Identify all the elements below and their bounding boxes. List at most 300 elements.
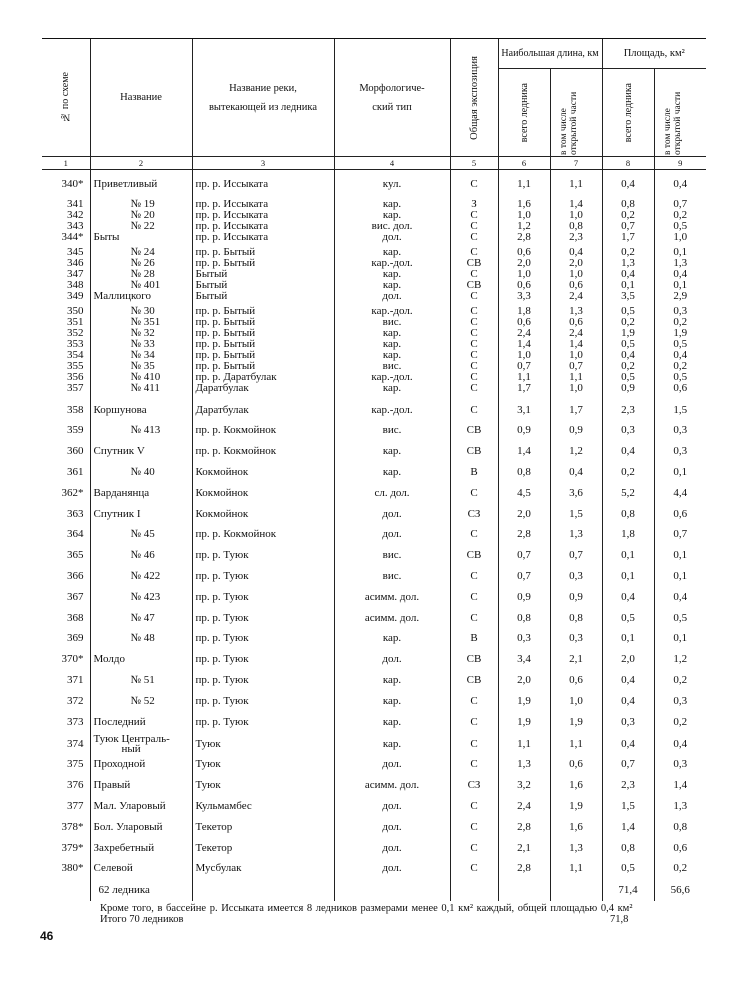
exposure: С [450,306,498,317]
exposure: С [450,796,498,817]
area-open: 0,7 [654,525,706,546]
area-open: 0,6 [654,838,706,859]
length-total: 1,2 [498,221,550,232]
area-total: 0,1 [602,545,654,566]
glacier-number: 343 [67,220,84,232]
glacier-number: 359 [67,424,84,437]
length-open: 1,1 [550,733,602,755]
area-total: 2,0 [602,649,654,670]
river-name: Туюк [192,775,334,796]
table-row [42,361,706,372]
length-open: 1,7 [550,400,602,421]
glacier-name: № 40 [90,462,192,483]
area-open: 0,3 [654,441,706,462]
exposure: С [450,755,498,776]
length-total: 0,3 [498,629,550,650]
glacier-number: 344* [61,231,84,243]
river-name: Текетор [192,838,334,859]
exposure: СВ [450,670,498,691]
length-open: 0,3 [550,629,602,650]
area-total: 0,2 [602,462,654,483]
glacier-number: 361 [67,466,84,479]
river-name: пр. р. Туюк [192,545,334,566]
table-row [42,210,706,221]
length-open: 1,6 [550,775,602,796]
glacier-name: № 351 [90,317,192,328]
length-open: 1,6 [550,817,602,838]
exposure: С [450,317,498,328]
morph-type: кар. [334,269,450,280]
footnote: Кроме того, в бассейне р. Иссыката имеется 8 ледников размерами менее 0,1 км² каждый, общей площадью 0,4 км² [100,903,633,914]
table-row [42,306,706,317]
table-row [42,649,706,670]
table-row [42,608,706,629]
area-open: 0,8 [654,817,706,838]
river-name: Туюк [192,733,334,755]
river-name: Кульмамбес [192,796,334,817]
river-name: пр. р. Туюк [192,691,334,712]
area-open: 4,4 [654,483,706,504]
length-open: 0,8 [550,221,602,232]
header-col-area-open: в том числе открытой части [654,69,706,157]
glacier-name: Маллицкого [90,291,192,302]
length-total: 0,7 [498,361,550,372]
area-open: 0,5 [654,339,706,350]
river-name: пр. р. Иссыката [192,210,334,221]
length-open: 0,6 [550,317,602,328]
header-col-type: Морфологиче- ский тип [334,39,450,157]
grand-total-row [100,914,710,926]
glacier-name: № 20 [90,210,192,221]
length-open: 1,4 [550,199,602,210]
morph-type: кар. [334,280,450,291]
length-open: 0,9 [550,421,602,442]
glacier-name: Последний [90,712,192,733]
glacier-name: № 413 [90,421,192,442]
glacier-name: № 52 [90,691,192,712]
length-total: 3,2 [498,775,550,796]
length-open: 2,4 [550,291,602,302]
length-total: 3,1 [498,400,550,421]
length-total: 1,0 [498,350,550,361]
length-total: 1,1 [498,733,550,755]
area-total: 1,4 [602,817,654,838]
totals-area: 71,4 [602,879,654,901]
river-name: пр. р. Иссыката [192,221,334,232]
glacier-name: № 19 [90,199,192,210]
area-total: 0,4 [602,174,654,195]
table-row [42,796,706,817]
area-open: 1,4 [654,775,706,796]
river-name: Кокмойнок [192,504,334,525]
exposure: С [450,400,498,421]
area-total: 0,5 [602,306,654,317]
length-open: 1,2 [550,441,602,462]
glacier-number: 354 [67,349,84,361]
exposure: С [450,174,498,195]
morph-type: кар. [334,210,450,221]
table-row [42,525,706,546]
table-row [42,280,706,291]
length-open: 0,7 [550,361,602,372]
glacier-number: 380* [61,862,84,875]
glacier-name: Селевой [90,859,192,880]
length-total: 0,7 [498,545,550,566]
table-row [42,733,706,755]
exposure: СВ [450,258,498,269]
area-open: 0,3 [654,755,706,776]
area-open: 1,2 [654,649,706,670]
glacier-number: 368 [67,611,84,624]
morph-type: вис. [334,566,450,587]
morph-type: дол. [334,504,450,525]
morph-type: кар. [334,733,450,755]
table-row [42,199,706,210]
length-open: 2,4 [550,328,602,339]
glacier-number: 379* [61,841,84,854]
area-total: 0,9 [602,383,654,394]
glacier-name: Правый [90,775,192,796]
morph-type: вис. [334,421,450,442]
area-open: 0,1 [654,566,706,587]
length-open: 0,6 [550,755,602,776]
area-open: 0,3 [654,421,706,442]
header-group-length: Наибольшая длина, км [498,39,602,69]
exposure: С [450,383,498,394]
exposure: С [450,339,498,350]
morph-type: кар. [334,462,450,483]
glacier-name: Быты [90,232,192,243]
exposure: В [450,462,498,483]
length-total: 1,1 [498,174,550,195]
length-total: 1,9 [498,691,550,712]
glacier-name: № 35 [90,361,192,372]
river-name: пр. р. Туюк [192,670,334,691]
exposure: С [450,608,498,629]
header-col-length-total: всего ледника [498,69,550,157]
area-open: 0,5 [654,608,706,629]
table-row [42,483,706,504]
morph-type: дол. [334,796,450,817]
area-total: 0,5 [602,608,654,629]
exposure: СВ [450,545,498,566]
glacier-number: 376 [67,779,84,792]
morph-type: вис. [334,545,450,566]
glacier-number: 364 [67,528,84,541]
length-open: 1,0 [550,210,602,221]
river-name: пр. р. Бытый [192,339,334,350]
morph-type: дол. [334,838,450,859]
length-open: 0,4 [550,462,602,483]
glacier-name: Спутник V [90,441,192,462]
glacier-name: Спутник I [90,504,192,525]
glacier-number: 346 [67,257,84,269]
area-open: 0,6 [654,504,706,525]
morph-type: асимм. дол. [334,775,450,796]
exposure: С [450,350,498,361]
length-total: 3,4 [498,649,550,670]
exposure: С [450,733,498,755]
glacier-number: 369 [67,632,84,645]
area-open: 0,2 [654,712,706,733]
table-row [42,383,706,394]
exposure: С [450,587,498,608]
area-total: 2,3 [602,400,654,421]
morph-type: кар. [334,670,450,691]
area-total: 0,4 [602,670,654,691]
area-open: 1,5 [654,400,706,421]
exposure: С [450,859,498,880]
glacier-number: 370* [61,653,84,666]
morph-type: дол. [334,859,450,880]
area-open: 0,3 [654,306,706,317]
length-total: 0,6 [498,317,550,328]
exposure: СВ [450,421,498,442]
morph-type: кар.-дол. [334,372,450,383]
length-total: 2,4 [498,328,550,339]
length-open: 1,9 [550,796,602,817]
length-total: 0,6 [498,280,550,291]
area-open: 1,0 [654,232,706,243]
river-name: пр. р. Туюк [192,587,334,608]
river-name: пр. р. Бытый [192,258,334,269]
area-open: 0,6 [654,383,706,394]
exposure: С [450,232,498,243]
river-name: Кокмойнок [192,483,334,504]
exposure: С [450,691,498,712]
length-total: 1,8 [498,306,550,317]
length-open: 1,3 [550,838,602,859]
grand-total-area: 71,8 [610,914,629,925]
table-row [42,174,706,195]
morph-type: дол. [334,525,450,546]
area-total: 0,7 [602,755,654,776]
header-col-length-open: в том числе открытой части [550,69,602,157]
river-name: Кокмойнок [192,462,334,483]
length-total: 0,7 [498,566,550,587]
glacier-name: № 48 [90,629,192,650]
area-open: 2,9 [654,291,706,302]
exposure: С [450,838,498,859]
glacier-number: 366 [67,570,84,583]
length-total: 1,1 [498,372,550,383]
river-name: Бытый [192,291,334,302]
glacier-number: 352 [67,327,84,339]
length-open: 2,3 [550,232,602,243]
morph-type: дол. [334,755,450,776]
area-total: 5,2 [602,483,654,504]
morph-type: кар. [334,328,450,339]
exposure: С [450,817,498,838]
length-total: 0,9 [498,587,550,608]
table-row [42,838,706,859]
area-total: 0,8 [602,504,654,525]
length-open: 0,9 [550,587,602,608]
exposure: С [450,328,498,339]
glacier-number: 367 [67,590,84,603]
table-row [42,712,706,733]
area-total: 0,1 [602,280,654,291]
table-row [42,566,706,587]
header-col-river: Название реки, вытекающей из ледника [192,39,334,157]
table-row [42,859,706,880]
length-open: 1,0 [550,269,602,280]
exposure: С [450,361,498,372]
glacier-number: 347 [67,268,84,280]
area-total: 1,7 [602,232,654,243]
area-open: 0,2 [654,210,706,221]
glacier-number: 350 [67,305,84,317]
glacier-number: 365 [67,549,84,562]
area-open: 0,2 [654,670,706,691]
table-row [42,258,706,269]
glacier-name: № 22 [90,221,192,232]
morph-type: кар. [334,350,450,361]
area-total: 0,8 [602,838,654,859]
glacier-number: 351 [67,316,84,328]
area-total: 0,2 [602,317,654,328]
area-open: 0,1 [654,462,706,483]
length-total: 0,9 [498,421,550,442]
area-total: 3,5 [602,291,654,302]
area-open: 1,9 [654,328,706,339]
table-row [42,232,706,243]
area-open: 0,4 [654,350,706,361]
length-total: 2,4 [498,796,550,817]
glacier-number: 374 [67,737,84,750]
length-open: 0,8 [550,608,602,629]
river-name: Туюк [192,755,334,776]
glacier-number: 375 [67,758,84,771]
glacier-name: Туюк Централь- ный [90,733,192,755]
table-row [42,817,706,838]
glacier-number: 355 [67,360,84,372]
table-row [42,421,706,442]
area-total: 0,2 [602,247,654,258]
table-row [42,629,706,650]
table-row [42,328,706,339]
length-open: 2,0 [550,258,602,269]
glacier-number: 358 [67,403,84,416]
area-total: 0,4 [602,350,654,361]
river-name: пр. р. Даратбулак [192,372,334,383]
area-open: 0,1 [654,545,706,566]
glacier-number: 348 [67,279,84,291]
river-name: пр. р. Иссыката [192,199,334,210]
morph-type: кар.-дол. [334,306,450,317]
length-total: 1,4 [498,339,550,350]
table-row [42,291,706,302]
area-open: 1,3 [654,796,706,817]
river-name: пр. р. Бытый [192,350,334,361]
morph-type: вис. дол. [334,221,450,232]
river-name: пр. р. Туюк [192,712,334,733]
river-name: пр. р. Иссыката [192,232,334,243]
exposure: СЗ [450,504,498,525]
area-total: 0,1 [602,629,654,650]
area-total: 0,5 [602,859,654,880]
area-total: 0,5 [602,339,654,350]
length-open: 1,3 [550,306,602,317]
exposure: С [450,525,498,546]
river-name: пр. р. Кокмойнок [192,421,334,442]
length-total: 1,0 [498,269,550,280]
river-name: пр. р. Туюк [192,649,334,670]
length-total: 2,8 [498,859,550,880]
table-body [42,170,706,902]
totals-area-open: 56,6 [654,879,706,901]
morph-type: дол. [334,232,450,243]
glacier-number: 342 [67,209,84,221]
river-name: пр. р. Бытый [192,361,334,372]
length-total: 2,0 [498,258,550,269]
totals-row [42,879,706,901]
exposure: СВ [450,649,498,670]
table-row [42,545,706,566]
exposure: С [450,566,498,587]
morph-type: кар. [334,691,450,712]
area-open: 0,3 [654,691,706,712]
header-col-area-total: всего ледника [602,69,654,157]
exposure: С [450,269,498,280]
glacier-number: 360 [67,445,84,458]
area-open: 0,4 [654,587,706,608]
area-open: 0,4 [654,269,706,280]
morph-type: кар.-дол. [334,258,450,269]
exposure: СВ [450,280,498,291]
glacier-number: 345 [67,246,84,258]
exposure: С [450,210,498,221]
length-open: 0,3 [550,566,602,587]
area-total: 0,7 [602,221,654,232]
length-total: 2,0 [498,504,550,525]
glacier-name: № 33 [90,339,192,350]
morph-type: кар. [334,629,450,650]
glacier-name: № 26 [90,258,192,269]
area-total: 1,5 [602,796,654,817]
glacier-number: 373 [67,715,84,728]
page-number: 46 [40,929,54,943]
river-name: Мусбулак [192,859,334,880]
length-open: 2,1 [550,649,602,670]
header-col-exposure: Общая экспозиция [450,39,498,157]
glacier-name: Коршунова [90,400,192,421]
area-open: 0,2 [654,859,706,880]
glacier-number: 377 [67,800,84,813]
area-open: 0,4 [654,174,706,195]
river-name: пр. р. Бытый [192,317,334,328]
area-open: 0,4 [654,733,706,755]
river-name: пр. р. Кокмойнок [192,441,334,462]
length-total: 2,8 [498,525,550,546]
area-total: 0,4 [602,691,654,712]
length-total: 1,4 [498,441,550,462]
length-total: 1,3 [498,755,550,776]
glacier-number: 362* [61,486,84,499]
glacier-name: № 32 [90,328,192,339]
length-open: 1,5 [550,504,602,525]
exposure: С [450,221,498,232]
morph-type: кар.-дол. [334,400,450,421]
length-open: 1,1 [550,372,602,383]
river-name: Бытый [192,269,334,280]
glacier-name: № 46 [90,545,192,566]
table-row [42,350,706,361]
glacier-number: 340* [61,177,84,190]
length-total: 1,0 [498,210,550,221]
length-total: 0,8 [498,462,550,483]
glacier-name: Проходной [90,755,192,776]
